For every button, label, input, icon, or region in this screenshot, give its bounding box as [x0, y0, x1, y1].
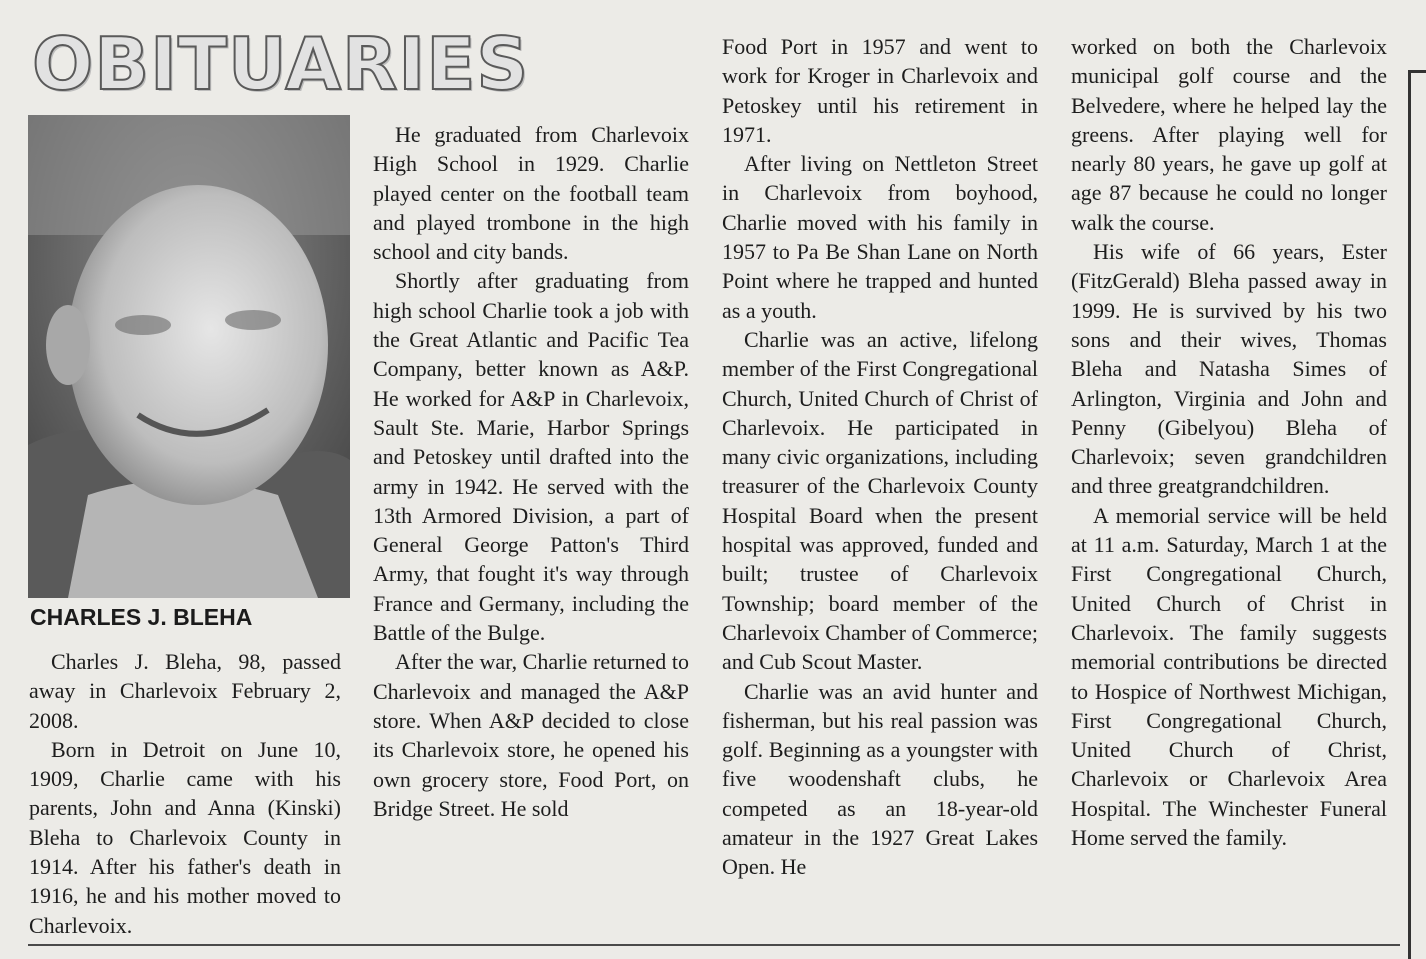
paragraph: Charles J. Bleha, 98, passed away in Charlevoix February 2, 2008.	[29, 649, 341, 733]
paragraph: He graduated from Charlevoix High School in 1929. Charlie played center on the football team and played trombone in the high school and city bands.	[373, 122, 689, 265]
bottom-divider	[28, 944, 1400, 946]
article-column-4	[1071, 32, 1387, 852]
paragraph: worked on both the Charlevoix municipal golf course and the Belvedere, where he helped lay the greens. After playing well for nearly 80 years, he gave up golf at age 87 because he could no longer walk the course.	[1071, 34, 1387, 235]
photo-caption: CHARLES J. BLEHA	[30, 604, 253, 630]
portrait-photo	[28, 115, 350, 598]
paragraph: Charlie was an avid hunter and fisherman, but his real passion was golf. Beginning as a youngster with five woodenshaft clubs, he competed as an 18-year-old amateur in the 1927 Great Lakes Open. He	[722, 678, 1038, 880]
section-masthead: OBITUARIES	[32, 22, 530, 106]
right-divider	[1408, 70, 1411, 959]
article-column-2	[373, 120, 689, 823]
paragraph: Born in Detroit on June 10, 1909, Charlie came with his parents, John and Anna (Kinski) Bleha to Charlevoix County in 1914. After his father's death in 1916, he and his mother moved to Charlevoix.	[29, 736, 341, 938]
article-column-1	[29, 647, 341, 940]
paragraph: Food Port in 1957 and went to work for Kroger in Charlevoix and Petoskey until his retirement in 1971.	[722, 34, 1038, 147]
paragraph: His wife of 66 years, Ester (FitzGerald) Bleha passed away in 1999. He is survived by his two sons and their wives, Thomas Bleha and Natasha Simes of Arlington, Virginia and John and Penny (Gibelyou) Bleha of Charlevoix; seven grandchildren and three greatgrandchildren.	[1071, 239, 1387, 499]
paragraph: A memorial service will be held at 11 a.m. Saturday, March 1 at the First Congregational Church, United Church of Christ in Charlevoix. The family suggests memorial contributions be directed to Hospice of Northwest Michigan, First Congregational Church, United Church of Christ, Charlevoix or Charlevoix Area Hospital. The Winchester Funeral Home served the family.	[1071, 502, 1387, 851]
paragraph: After living on Nettleton Street in Charlevoix from boyhood, Charlie moved with his family in 1957 to Pa Be Shan Lane on North Point where he trapped and hunted as a youth.	[722, 151, 1038, 323]
paragraph: Charlie was an active, lifelong member of the First Congregational Church, United Church of Christ of Charlevoix. He participated in many civic organizations, including treasurer of the Charlevoix County Hospital Board when the present hospital was approved, funded and built; trustee of Charlevoix Township; board member of the Charlevoix Chamber of Commerce; and Cub Scout Master.	[722, 326, 1038, 675]
article-column-3	[722, 32, 1038, 882]
paragraph: Shortly after graduating from high school Charlie took a job with the Great Atlantic and Pacific Tea Company, better known as A&P. He worked for A&P in Charlevoix, Sault Ste. Marie, Harbor Springs and Petoskey until drafted into the army in 1942. He served with the 13th Armored Division, a part of General George Patton's Third Army, that fought it's way through France and Germany, including the Battle of the Bulge.	[373, 268, 689, 646]
right-divider-cap	[1408, 70, 1426, 73]
portrait-image	[28, 115, 350, 598]
paragraph: After the war, Charlie returned to Charlevoix and managed the A&P store. When A&P decided to close its Charlevoix store, he opened his own grocery store, Food Port, on Bridge Street. He sold	[373, 649, 689, 821]
